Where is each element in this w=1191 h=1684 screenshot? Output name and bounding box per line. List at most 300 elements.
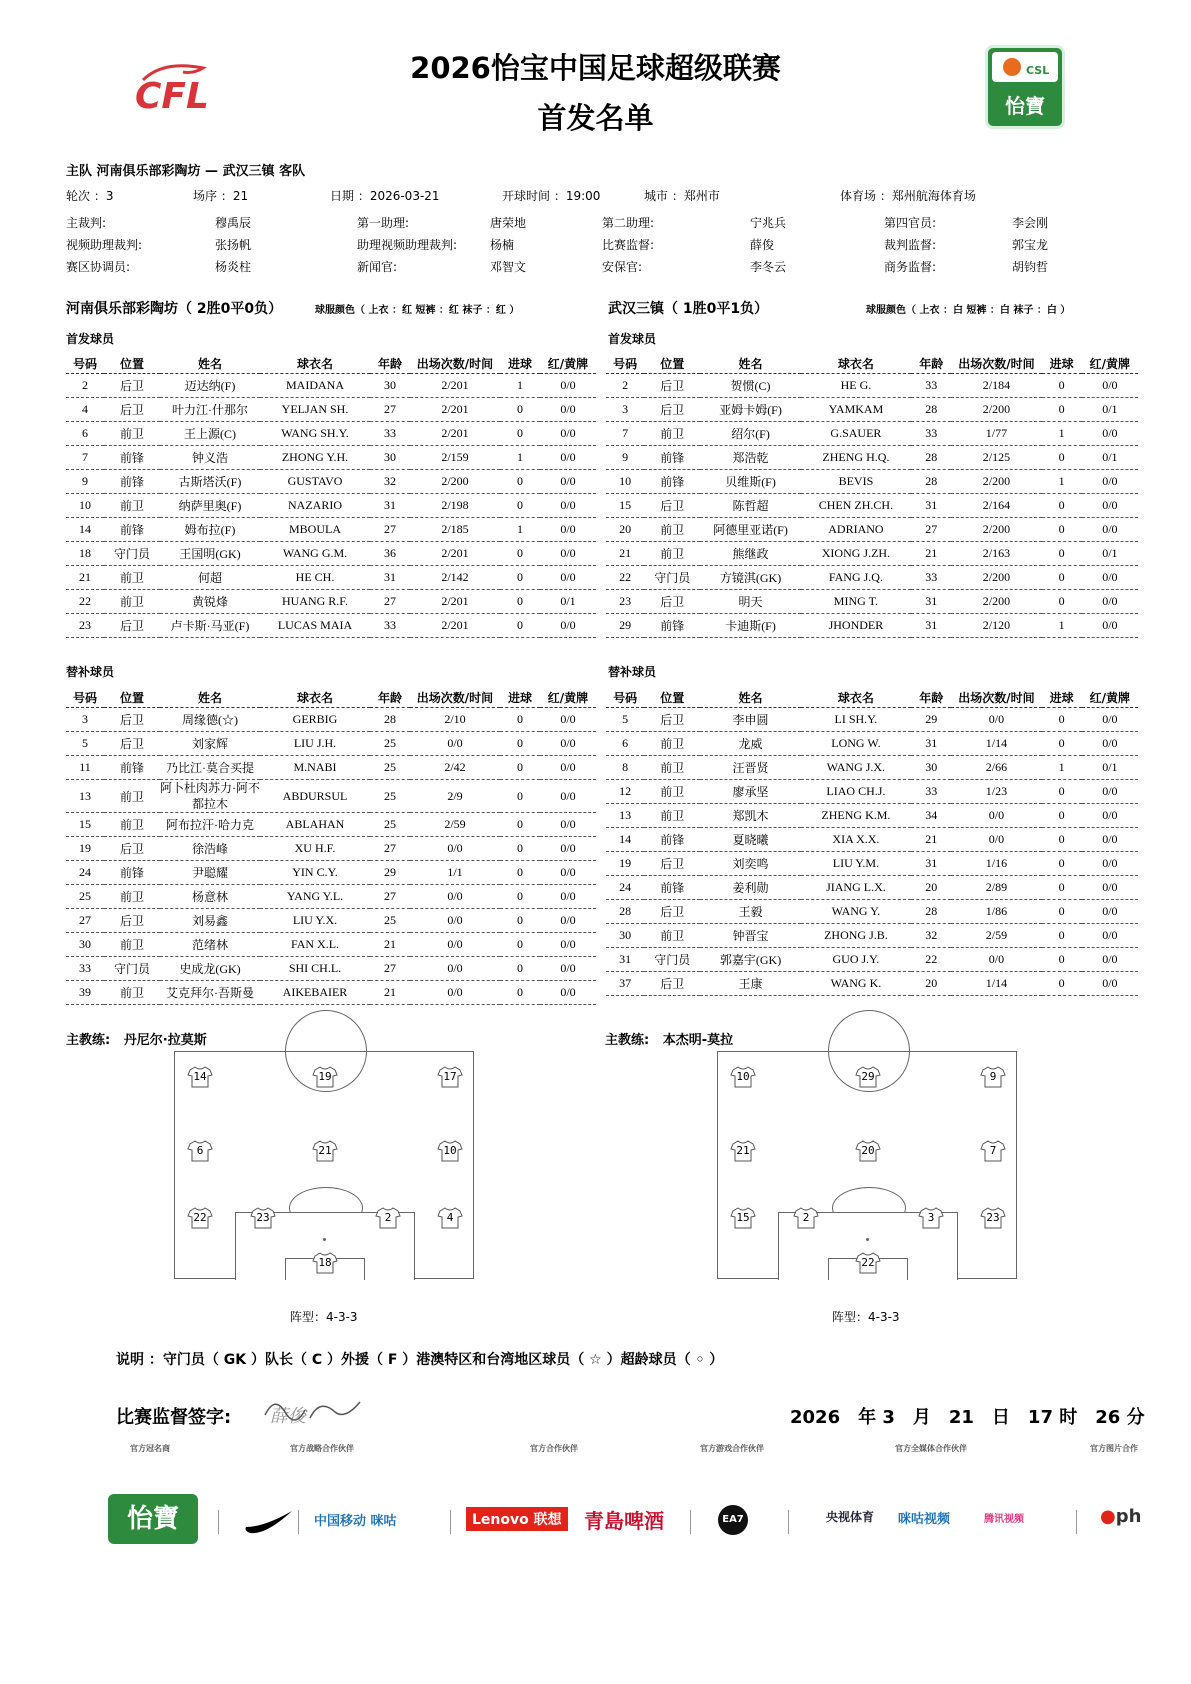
table-cell: 前卫 <box>104 422 160 446</box>
table-cell: 0/0 <box>1082 780 1138 804</box>
table-cell: 21 <box>911 828 951 852</box>
player-shirt-icon <box>980 1140 1006 1162</box>
table-cell: 15 <box>606 494 644 518</box>
table-row <box>66 813 596 837</box>
table-cell: CHEN ZH.CH. <box>801 494 911 518</box>
table-cell: 后卫 <box>644 590 700 614</box>
table-cell: 0 <box>1042 374 1082 398</box>
column-header: 球衣名 <box>801 353 911 374</box>
sponsor-ea7: EA7 <box>718 1505 748 1535</box>
table-row <box>606 398 1138 422</box>
table-row <box>66 981 596 1005</box>
player-shirt-icon <box>312 1066 338 1088</box>
table-cell: 熊继政 <box>700 542 800 566</box>
official-name: 宁兆兵 <box>750 216 787 230</box>
table-cell: 0/0 <box>1082 828 1138 852</box>
table-cell: 0 <box>1042 852 1082 876</box>
table-cell: 0/0 <box>540 909 596 933</box>
column-header: 红/黄牌 <box>1082 353 1138 374</box>
table-cell: 贝维斯(F) <box>700 470 800 494</box>
table-cell: 33 <box>911 374 951 398</box>
table-row <box>66 566 596 590</box>
supervisor-signature <box>260 1390 370 1430</box>
table-cell: 1/16 <box>951 852 1041 876</box>
table-cell: 绍尔(F) <box>700 422 800 446</box>
table-cell: 1/14 <box>951 972 1041 996</box>
table-cell: 1 <box>1042 422 1082 446</box>
home-formation: 阵型：4-3-3 <box>290 1310 358 1324</box>
table-cell: 28 <box>911 470 951 494</box>
table-row <box>66 542 596 566</box>
shirt-number: 21 <box>736 1144 750 1157</box>
table-cell: 纳萨里奥(F) <box>160 494 260 518</box>
column-header: 号码 <box>606 353 644 374</box>
table-cell: 12 <box>606 780 644 804</box>
table-cell: 前卫 <box>104 981 160 1005</box>
table-cell: 25 <box>370 909 410 933</box>
table-cell: 0/0 <box>1082 614 1138 638</box>
table-cell: 何超 <box>160 566 260 590</box>
table-cell: 0/0 <box>1082 732 1138 756</box>
official-label: 第一助理: <box>357 216 410 230</box>
table-cell: 30 <box>370 446 410 470</box>
table-cell: 0/0 <box>540 398 596 422</box>
column-header: 球衣名 <box>260 353 370 374</box>
table-cell: 1/77 <box>951 422 1041 446</box>
official-label: 视频助理裁判: <box>66 238 143 252</box>
cfl-logo <box>133 60 233 120</box>
table-cell: LIU J.H. <box>260 732 370 756</box>
table-row <box>606 756 1138 780</box>
shirt-number: 17 <box>443 1070 457 1083</box>
table-cell: 0/0 <box>540 933 596 957</box>
table-cell: 19 <box>66 837 104 861</box>
table-cell: 前卫 <box>104 780 160 813</box>
player-shirt-icon <box>187 1140 213 1162</box>
away-team-record: 武汉三镇（ 1胜0平1负） <box>608 301 769 317</box>
table-cell: MAIDANA <box>260 374 370 398</box>
column-header: 红/黄牌 <box>540 687 596 708</box>
table-cell: SHI CH.L. <box>260 957 370 981</box>
table-cell: 0/0 <box>410 981 500 1005</box>
table-row <box>606 732 1138 756</box>
official-name: 杨楠 <box>490 238 515 252</box>
table-cell: 前卫 <box>644 756 700 780</box>
csl-logo-small: CSL <box>1026 64 1050 77</box>
kickoff-time: 开球时间 ：19:00 <box>502 189 601 203</box>
sponsor-nike <box>244 1505 294 1539</box>
table-cell: 后卫 <box>644 374 700 398</box>
table-cell: 0 <box>500 422 540 446</box>
official-label: 裁判监督: <box>884 238 937 252</box>
player-shirt-icon <box>187 1066 213 1088</box>
table-cell: 0 <box>1042 828 1082 852</box>
table-row <box>606 494 1138 518</box>
sponsor-ph: ●ph <box>1100 1506 1142 1527</box>
table-cell: 39 <box>66 981 104 1005</box>
table-cell: 亚姆卡姆(F) <box>700 398 800 422</box>
away-coach <box>605 1029 733 1048</box>
table-cell: 27 <box>370 398 410 422</box>
table-cell: 0 <box>500 957 540 981</box>
partner-category-label: 官方全媒体合作伙伴 <box>895 1444 967 1453</box>
table-cell: 前卫 <box>644 732 700 756</box>
table-cell: 0/0 <box>1082 876 1138 900</box>
official-name: 李会刚 <box>1012 216 1049 230</box>
home-subs-label: 替补球员 <box>66 665 115 679</box>
table-cell: 乃比江·莫合买提 <box>160 756 260 780</box>
table-cell: 20 <box>911 972 951 996</box>
table-row <box>66 590 596 614</box>
table-cell: 前锋 <box>104 861 160 885</box>
official-label: 主裁判: <box>66 216 107 230</box>
column-header: 号码 <box>66 687 104 708</box>
sponsor-tencent-video: 腾讯视频 <box>984 1514 1024 1525</box>
table-row <box>606 780 1138 804</box>
table-cell: ZHONG J.B. <box>801 924 911 948</box>
player-shirt-icon <box>730 1140 756 1162</box>
table-cell: 2/163 <box>951 542 1041 566</box>
table-cell: 5 <box>66 732 104 756</box>
table-cell: 0/0 <box>951 708 1041 732</box>
table-cell: 1 <box>1042 756 1082 780</box>
csl-logo-text: 怡寶 <box>1005 94 1045 118</box>
table-cell: 31 <box>911 732 951 756</box>
table-row <box>606 614 1138 638</box>
table-cell: MING T. <box>801 590 911 614</box>
sponsor-migu: 中国移动 咪咕 <box>314 1514 397 1529</box>
column-header: 姓名 <box>700 353 800 374</box>
column-header: 出场次数/时间 <box>951 687 1041 708</box>
shirt-number: 9 <box>989 1070 997 1083</box>
table-cell: 0/1 <box>1082 446 1138 470</box>
sponsor-lenovo: Lenovo 联想 <box>466 1507 568 1531</box>
round: 轮次 ：3 <box>66 189 114 203</box>
table-row <box>606 972 1138 996</box>
column-header: 进球 <box>1042 353 1082 374</box>
column-header: 年龄 <box>370 353 410 374</box>
table-cell: 后卫 <box>644 398 700 422</box>
table-row <box>66 614 596 638</box>
table-cell: 27 <box>370 837 410 861</box>
official-name: 唐荣地 <box>490 216 527 230</box>
table-cell: 0 <box>500 708 540 732</box>
shirt-number: 4 <box>446 1211 454 1224</box>
table-cell: 古斯塔沃(F) <box>160 470 260 494</box>
table-cell: LIAO CH.J. <box>801 780 911 804</box>
table-cell: 27 <box>370 518 410 542</box>
table-cell: 郑浩乾 <box>700 446 800 470</box>
table-cell: 7 <box>606 422 644 446</box>
table-cell: 2/9 <box>410 780 500 813</box>
game-number: 场序 ：21 <box>193 189 249 203</box>
table-cell: XU H.F. <box>260 837 370 861</box>
column-header: 位置 <box>644 353 700 374</box>
table-cell: 0 <box>1042 518 1082 542</box>
column-header: 出场次数/时间 <box>410 687 500 708</box>
shirt-number: 22 <box>193 1211 207 1224</box>
table-cell: NAZARIO <box>260 494 370 518</box>
table-cell: 郑凯木 <box>700 804 800 828</box>
table-cell: 王国明(GK) <box>160 542 260 566</box>
table-cell: 史成龙(GK) <box>160 957 260 981</box>
table-cell: 10 <box>606 470 644 494</box>
table-cell: 前卫 <box>104 590 160 614</box>
table-cell: 0/0 <box>1082 972 1138 996</box>
table-cell: 0/0 <box>410 909 500 933</box>
table-cell: ZHONG Y.H. <box>260 446 370 470</box>
table-cell: 0 <box>500 981 540 1005</box>
table-cell: 20 <box>911 876 951 900</box>
table-cell: 2/125 <box>951 446 1041 470</box>
column-header: 位置 <box>104 687 160 708</box>
table-header-row <box>66 353 596 374</box>
table-cell: 刘家辉 <box>160 732 260 756</box>
sponsor-cctv-sports: 央视体育 <box>826 1510 875 1524</box>
table-cell: 28 <box>370 708 410 732</box>
table-cell: 前卫 <box>644 780 700 804</box>
table-cell: 0/0 <box>1082 948 1138 972</box>
shirt-number: 18 <box>318 1256 332 1269</box>
table-cell: 2/200 <box>951 590 1041 614</box>
table-cell: HUANG R.F. <box>260 590 370 614</box>
table-cell: FAN X.L. <box>260 933 370 957</box>
table-cell: 2/42 <box>410 756 500 780</box>
player-shirt-icon <box>730 1207 756 1229</box>
table-cell: 守门员 <box>644 948 700 972</box>
table-cell: 2/10 <box>410 708 500 732</box>
table-cell: 27 <box>370 885 410 909</box>
table-cell: 2/59 <box>410 813 500 837</box>
table-cell: 0/0 <box>540 780 596 813</box>
table-cell: 周缘德(☆) <box>160 708 260 732</box>
table-cell: 2/164 <box>951 494 1041 518</box>
table-cell: 明天 <box>700 590 800 614</box>
table-cell: 0 <box>500 813 540 837</box>
table-cell: 0/0 <box>1082 374 1138 398</box>
table-row <box>606 948 1138 972</box>
table-row <box>606 470 1138 494</box>
column-header: 姓名 <box>160 687 260 708</box>
column-header: 出场次数/时间 <box>410 353 500 374</box>
table-row <box>606 518 1138 542</box>
table-cell: 24 <box>66 861 104 885</box>
table-cell: JIANG L.X. <box>801 876 911 900</box>
table-cell: 阿卜杜肉苏力·阿不都拉木 <box>160 781 260 811</box>
table-cell: 2/200 <box>410 470 500 494</box>
table-cell: 前卫 <box>104 885 160 909</box>
table-cell: 32 <box>370 470 410 494</box>
table-cell: 前卫 <box>644 542 700 566</box>
table-cell: 0/0 <box>540 374 596 398</box>
home-starters-label: 首发球员 <box>66 332 115 346</box>
table-cell: 后卫 <box>104 837 160 861</box>
table-cell: 前锋 <box>104 446 160 470</box>
table-cell: G.SAUER <box>801 422 911 446</box>
table-cell: 27 <box>370 957 410 981</box>
table-cell: 0/0 <box>540 542 596 566</box>
table-cell: 27 <box>911 518 951 542</box>
table-cell: 范绪林 <box>160 933 260 957</box>
table-cell: AIKEBAIER <box>260 981 370 1005</box>
csl-logo <box>985 45 1065 129</box>
table-row <box>606 900 1138 924</box>
table-cell: 卢卡斯·马亚(F) <box>160 614 260 638</box>
table-cell: 31 <box>911 494 951 518</box>
table-cell: 刘易鑫 <box>160 909 260 933</box>
table-cell: 黄锐烽 <box>160 590 260 614</box>
official-name: 胡钧哲 <box>1012 260 1049 274</box>
table-cell: 37 <box>606 972 644 996</box>
table-cell: 后卫 <box>104 732 160 756</box>
table-cell: 2/201 <box>410 614 500 638</box>
table-cell: 2 <box>606 374 644 398</box>
table-cell: 29 <box>911 708 951 732</box>
table-row <box>606 708 1138 732</box>
official-label: 赛区协调员: <box>66 260 131 274</box>
table-cell: 2/201 <box>410 374 500 398</box>
table-cell: 0/0 <box>540 981 596 1005</box>
table-cell: 前卫 <box>104 813 160 837</box>
table-cell: YAMKAM <box>801 398 911 422</box>
table-row <box>606 876 1138 900</box>
table-cell: 25 <box>370 756 410 780</box>
table-cell: 0/0 <box>540 957 596 981</box>
table-cell: 10 <box>66 494 104 518</box>
table-cell: 25 <box>370 780 410 813</box>
home-formation-pitch <box>174 1051 474 1279</box>
table-cell: 李申圆 <box>700 708 800 732</box>
shirt-number: 15 <box>736 1211 750 1224</box>
official-label: 新闻官: <box>357 260 398 274</box>
shirt-number: 10 <box>736 1070 750 1083</box>
table-cell: LIU Y.X. <box>260 909 370 933</box>
table-cell: 郭嘉宇(GK) <box>700 948 800 972</box>
official-name: 李冬云 <box>750 260 787 274</box>
table-cell: LI SH.Y. <box>801 708 911 732</box>
table-cell: 前锋 <box>644 828 700 852</box>
official-name: 张扬帆 <box>215 238 252 252</box>
table-cell: 2/198 <box>410 494 500 518</box>
table-cell: WANG Y. <box>801 900 911 924</box>
shirt-number: 3 <box>927 1211 935 1224</box>
official-name: 郭宝龙 <box>1012 238 1049 252</box>
table-cell: 30 <box>370 374 410 398</box>
table-row <box>66 957 596 981</box>
table-cell: 2 <box>66 374 104 398</box>
table-cell: 3 <box>66 708 104 732</box>
table-cell: 夏晓曦 <box>700 828 800 852</box>
table-cell: 5 <box>606 708 644 732</box>
table-cell: 前锋 <box>104 756 160 780</box>
official-label: 比赛监督: <box>602 238 655 252</box>
table-cell: 2/159 <box>410 446 500 470</box>
table-cell: 31 <box>370 494 410 518</box>
signature-text: 薛俊 <box>270 1406 306 1427</box>
table-cell: 0 <box>500 933 540 957</box>
table-cell: 0 <box>1042 446 1082 470</box>
table-cell: 33 <box>911 566 951 590</box>
table-cell: 0/0 <box>1082 804 1138 828</box>
player-shirt-icon <box>312 1140 338 1162</box>
table-cell: 0/0 <box>410 837 500 861</box>
table-cell: 0 <box>500 837 540 861</box>
shirt-number: 7 <box>989 1144 997 1157</box>
table-cell: ABLAHAN <box>260 813 370 837</box>
table-cell: 2/89 <box>951 876 1041 900</box>
table-cell: 龙威 <box>700 732 800 756</box>
table-cell: 0 <box>1042 780 1082 804</box>
table-cell: GUO J.Y. <box>801 948 911 972</box>
table-cell: 后卫 <box>644 708 700 732</box>
column-header: 年龄 <box>370 687 410 708</box>
table-cell: 0 <box>500 590 540 614</box>
table-cell: 2/201 <box>410 590 500 614</box>
column-header: 进球 <box>500 353 540 374</box>
table-cell: 0/0 <box>1082 470 1138 494</box>
table-cell: 0 <box>500 614 540 638</box>
table-row <box>606 446 1138 470</box>
table-cell: 王上源(C) <box>160 422 260 446</box>
table-cell: 前卫 <box>644 422 700 446</box>
partner-category-label: 官方图片合作 <box>1090 1444 1138 1453</box>
player-shirt-icon <box>312 1252 338 1274</box>
table-cell: 31 <box>911 614 951 638</box>
table-cell: 21 <box>66 566 104 590</box>
table-cell: 0 <box>1042 494 1082 518</box>
table-cell: 0/0 <box>540 494 596 518</box>
table-cell: 33 <box>911 780 951 804</box>
table-cell: 0/0 <box>1082 494 1138 518</box>
table-cell: 汪晋贤 <box>700 756 800 780</box>
away-coach-name: 本杰明-莫拉 <box>662 1033 734 1048</box>
table-row <box>606 542 1138 566</box>
table-cell: 1 <box>500 374 540 398</box>
official-label: 商务监督: <box>884 260 937 274</box>
table-cell: 0/0 <box>1082 518 1138 542</box>
table-cell: 22 <box>66 590 104 614</box>
table-cell: LIU Y.M. <box>801 852 911 876</box>
signature-label: 比赛监督签字: <box>116 1407 232 1428</box>
away-formation: 阵型：4-3-3 <box>832 1310 900 1324</box>
table-cell: 21 <box>606 542 644 566</box>
table-cell: 0/0 <box>1082 422 1138 446</box>
table-cell: 姆布拉(F) <box>160 518 260 542</box>
table-cell: 0/1 <box>540 590 596 614</box>
table-cell: 迈达纳(F) <box>160 374 260 398</box>
table-cell: 后卫 <box>104 614 160 638</box>
shirt-number: 2 <box>384 1211 392 1224</box>
table-cell: 0/0 <box>540 885 596 909</box>
table-cell: 30 <box>911 756 951 780</box>
table-cell: 2/201 <box>410 422 500 446</box>
table-cell: 28 <box>911 900 951 924</box>
table-cell: 0 <box>1042 590 1082 614</box>
table-cell: 23 <box>606 590 644 614</box>
table-cell: ABDURSUL <box>260 780 370 813</box>
column-header: 出场次数/时间 <box>951 353 1041 374</box>
away-formation-pitch <box>717 1051 1017 1279</box>
away-subs-label: 替补球员 <box>608 665 657 679</box>
table-cell: 0/0 <box>540 566 596 590</box>
table-row <box>66 398 596 422</box>
table-cell: 0 <box>1042 398 1082 422</box>
table-cell: 前卫 <box>104 933 160 957</box>
table-cell: M.NABI <box>260 756 370 780</box>
legend-note: 说明 ：守门员（ GK ）队长（ C ）外援（ F ）港澳特区和台湾地区球员（ ☆ ）超龄球员（ ◦ ） <box>116 1352 724 1368</box>
table-cell: 后卫 <box>644 494 700 518</box>
shirt-number: 29 <box>861 1070 875 1083</box>
